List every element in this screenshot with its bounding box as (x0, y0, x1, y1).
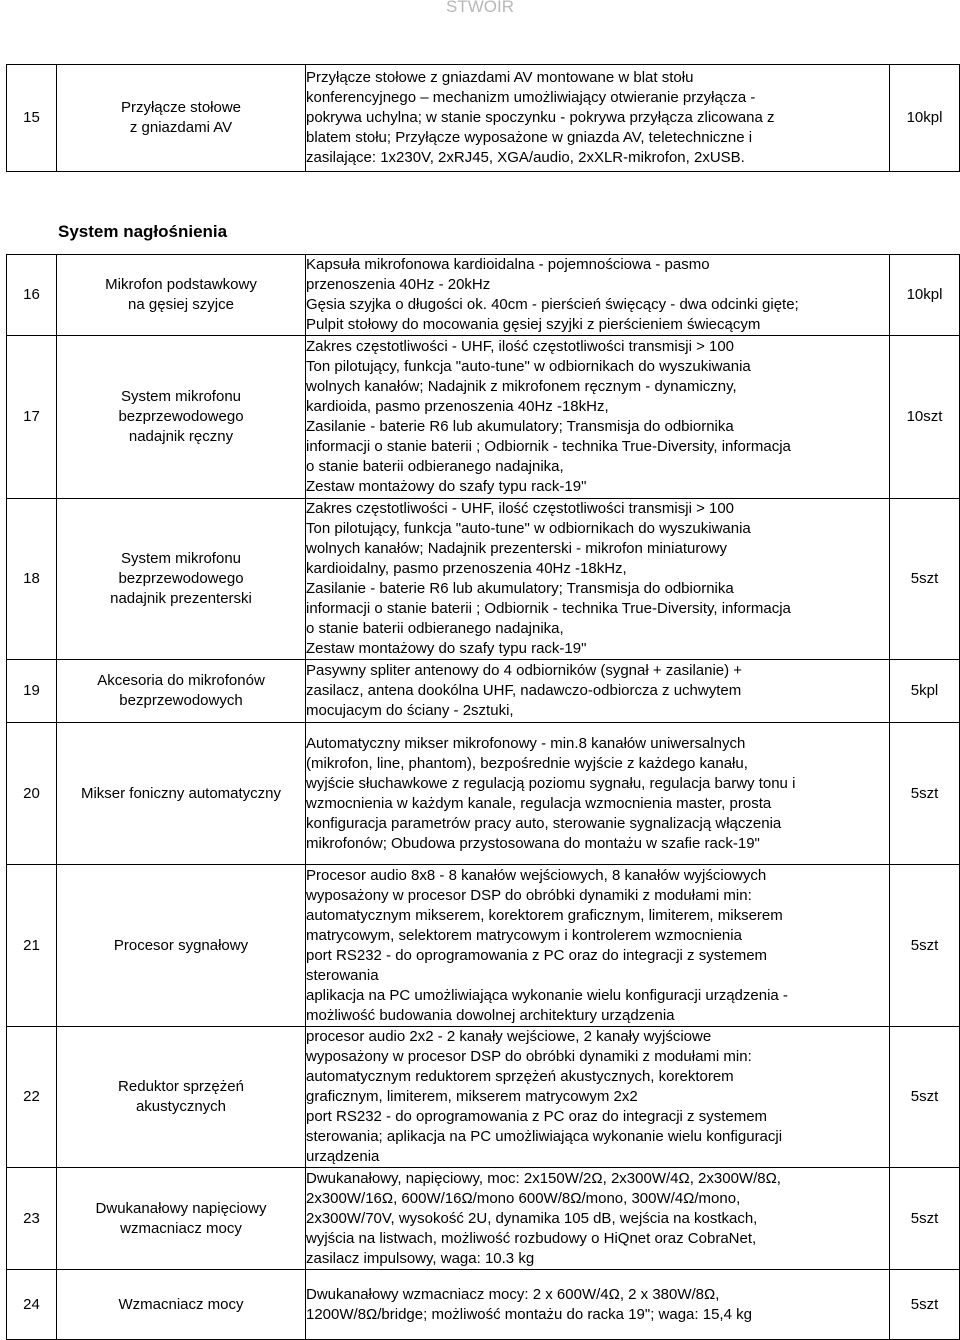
item-name-line: Przyłącze stołowe (120, 99, 242, 116)
spec-table-top (6, 64, 960, 172)
desc-line: (mikrofon, line, phantom), bezpośrednie wyjście z każdego kanału, (306, 754, 748, 772)
item-name (57, 723, 306, 865)
table-row (7, 336, 960, 499)
desc-line: Zasilanie - baterie R6 lub akumulatory; Transmisja do odbiornika (306, 418, 734, 435)
desc-line: 1200W/8Ω/bridge; możliwość montażu do racka 19"; waga: 15,4 kg (306, 1305, 752, 1323)
desc-line: kardioida, pasmo przenoszenia 40Hz -18kHz, (306, 398, 609, 415)
desc-line: wzmocnienia w każdym kanale, regulacja wzmocnienia master, prosta (306, 794, 772, 812)
desc-line: automatycznym mikserem, korektorem graficznym, limiterem, mikserem (306, 906, 783, 924)
section-title: System nagłośnienia (58, 222, 228, 241)
item-number: 22 (7, 1027, 57, 1168)
item-quantity: 10kpl (890, 255, 960, 336)
item-name-line: Reduktor sprzężeń (118, 1078, 244, 1095)
desc-line: możliwość budowania dowolnej architektury urządzenia (306, 1006, 675, 1024)
desc-line: Pulpit stołowy do mocowania gęsiej szyjki z pierścieniem świecącym (306, 316, 761, 333)
desc-line: Automatyczny mikser mikrofonowy - min.8 kanałów uniwersalnych (306, 734, 746, 752)
item-name (57, 1168, 306, 1270)
desc-line: o stanie baterii odbieranego nadajnika, (306, 620, 564, 637)
item-number: 16 (7, 255, 57, 336)
item-description (306, 660, 890, 723)
desc-line: wyjście słuchawkowe z regulacją poziomu sygnału, regulacja barwy tonu i (306, 774, 796, 792)
desc-line: informacji o stanie baterii ; Odbiornik - technika True-Diversity, informacja (306, 438, 791, 455)
item-quantity: 5szt (890, 499, 960, 660)
desc-line: informacji o stanie baterii ; Odbiornik - technika True-Diversity, informacja (306, 600, 791, 617)
desc-line: Przyłącze stołowe z gniazdami AV montowane w blat stołu (306, 69, 694, 86)
desc-line: mocujacym do ściany - 2sztuki, (306, 702, 514, 719)
desc-line: Gęsia szyjka o długości ok. 40cm - pierścień święcący - dwa odcinki gięte; (306, 296, 799, 313)
item-name-line: Mikrofon podstawkowy (105, 276, 257, 293)
item-name-line: na gęsiej szyjce (128, 296, 234, 313)
desc-line: Ton pilotujący, funkcja "auto-tune" w odbiornikach do wyszukiwania (306, 358, 751, 375)
desc-line: 2x300W/16Ω, 600W/16Ω/mono 600W/8Ω/mono, 300W/4Ω/mono, (306, 1189, 741, 1207)
desc-line: zasilające: 1x230V, 2xRJ45, XGA/audio, 2xXLR-mikrofon, 2xUSB. (306, 149, 745, 166)
item-name (57, 336, 306, 499)
page-header-watermark: STWOIR (446, 0, 514, 16)
table-row (7, 865, 960, 1027)
item-name (57, 499, 306, 660)
desc-line: sterowania; aplikacja na PC umożliwiająca wykonanie wielu konfiguracji (306, 1128, 783, 1145)
item-quantity: 10kpl (890, 65, 960, 172)
item-name-line: Mikser foniczny automatyczny (80, 784, 282, 802)
desc-line: Kapsuła mikrofonowa kardioidalna - pojemnościowa - pasmo (306, 256, 710, 273)
item-quantity: 5szt (890, 1270, 960, 1340)
item-description (306, 255, 890, 336)
item-number: 19 (7, 660, 57, 723)
item-description (306, 1027, 890, 1168)
desc-line: aplikacja na PC umożliwiająca wykonanie wielu konfiguracji urządzenia - (306, 986, 788, 1004)
item-number: 15 (7, 65, 57, 172)
item-number: 24 (7, 1270, 57, 1340)
item-description (306, 1270, 890, 1340)
item-description (306, 499, 890, 660)
desc-line: Pasywny spliter antenowy do 4 odbiorników (sygnał + zasilanie) + (306, 662, 743, 679)
desc-line: Zakres częstotliwości - UHF, ilość częstotliwości transmisji > 100 (306, 500, 735, 517)
desc-line: przenoszenia 40Hz - 20kHz (306, 276, 491, 293)
item-name-line: nadajnik prezenterski (110, 590, 252, 607)
desc-line: konferencyjnego – mechanizm umożliwiający otwieranie przyłącza - (306, 89, 756, 106)
desc-line: Zasilanie - baterie R6 lub akumulatory; Transmisja do odbiornika (306, 580, 734, 597)
item-number: 21 (7, 865, 57, 1027)
item-description (306, 1168, 890, 1270)
item-number: 17 (7, 336, 57, 499)
item-quantity: 5kpl (890, 660, 960, 723)
item-description (306, 723, 890, 865)
desc-line: kardioidalny, pasmo przenoszenia 40Hz -18kHz, (306, 560, 627, 577)
item-quantity: 5szt (890, 1027, 960, 1168)
desc-line: Zakres częstotliwości - UHF, ilość częstotliwości transmisji > 100 (306, 338, 735, 355)
desc-line: blatem stołu; Przyłącze wyposażone w gniazda AV, teletechniczne i (306, 129, 753, 146)
item-name-line: System mikrofonu (120, 388, 242, 405)
item-quantity: 5szt (890, 865, 960, 1027)
desc-line: urządzenia (306, 1148, 380, 1165)
table-row (7, 1168, 960, 1270)
desc-line: automatycznym reduktorem sprzężeń akustycznych, korektorem (306, 1068, 734, 1085)
desc-line: port RS232 - do oprogramowania z PC oraz do integracji z systemem (306, 1108, 768, 1125)
item-name-line: nadajnik ręczny (128, 428, 234, 445)
item-name-line: bezprzewodowych (119, 692, 243, 709)
item-name-line: Procesor sygnałowy (113, 936, 249, 954)
desc-line: Zestaw montażowy do szafy typu rack-19" (306, 640, 587, 657)
item-description (306, 336, 890, 499)
desc-line: 2x300W/70V, wysokość 2U, dynamika 105 dB, wejścia na kostkach, (306, 1209, 758, 1227)
table-row (7, 65, 960, 172)
item-name-line: wzmacniacz mocy (120, 1219, 242, 1237)
table-row (7, 1270, 960, 1340)
desc-line: o stanie baterii odbieranego nadajnika, (306, 458, 564, 475)
item-number: 23 (7, 1168, 57, 1270)
desc-line: procesor audio 2x2 - 2 kanały wejściowe, 2 kanały wyjściowe (306, 1028, 712, 1045)
item-number: 20 (7, 723, 57, 865)
desc-line: port RS232 - do oprogramowania z PC oraz do integracji z systemem (306, 946, 768, 964)
item-description (306, 65, 890, 172)
item-name (57, 1270, 306, 1340)
desc-line: wyposażony w procesor DSP do obróbki dynamiki z modułami min: (306, 1048, 752, 1065)
table-row (7, 1027, 960, 1168)
desc-line: Ton pilotujący, funkcja "auto-tune" w odbiornikach do wyszukiwania (306, 520, 751, 537)
item-name (57, 660, 306, 723)
item-name-line: bezprzewodowego (118, 570, 244, 587)
item-name-line: Wzmacniacz mocy (118, 1295, 244, 1313)
desc-line: Procesor audio 8x8 - 8 kanałów wejściowych, 8 kanałów wyjściowych (306, 866, 767, 884)
item-quantity: 10szt (890, 336, 960, 499)
table-row (7, 660, 960, 723)
desc-line: sterowania (306, 966, 379, 984)
item-name-line: akustycznych (135, 1098, 227, 1115)
item-name (57, 255, 306, 336)
desc-line: matrycowym, selektorem matrycowym i kontrolerem wzmocnienia (306, 926, 742, 944)
item-quantity: 5szt (890, 723, 960, 865)
desc-line: zasilacz impulsowy, waga: 10.3 kg (306, 1249, 535, 1267)
item-name (57, 865, 306, 1027)
desc-line: konfiguracja parametrów pracy auto, sterowanie sygnalizacją włączenia (306, 814, 782, 832)
desc-line: Dwukanałowy, napięciowy, moc: 2x150W/2Ω, 2x300W/4Ω, 2x300W/8Ω, (306, 1169, 781, 1187)
item-number: 18 (7, 499, 57, 660)
desc-line: wolnych kanałów; Nadajnik z mikrofonem ręcznym - dynamiczny, (306, 378, 737, 395)
desc-line: wyposażony w procesor DSP do obróbki dynamiki z modułami min: (306, 886, 752, 904)
desc-line: wolnych kanałów; Nadajnik prezenterski - mikrofon miniaturowy (306, 540, 728, 557)
desc-line: graficznym, limiterem, mikserem matrycowym 2x2 (306, 1088, 638, 1105)
item-name-line: Akcesoria do mikrofonów (97, 672, 265, 689)
item-name-line: Dwukanałowy napięciowy (95, 1199, 267, 1217)
item-name-line: bezprzewodowego (118, 408, 244, 425)
desc-line: pokrywa uchylna; w stanie spoczynku - pokrywa przyłącza zlicowana z (306, 109, 775, 126)
table-row (7, 499, 960, 660)
item-name (57, 1027, 306, 1168)
table-row (7, 723, 960, 865)
desc-line: mikrofonów; Obudowa przystosowana do montażu w szafie rack-19" (306, 834, 760, 852)
table-row (7, 255, 960, 336)
item-description (306, 865, 890, 1027)
spec-table-main (6, 254, 960, 1340)
desc-line: wyjścia na listwach, możliwość rozbudowy o HiQnet oraz CobraNet, (306, 1229, 757, 1247)
desc-line: Zestaw montażowy do szafy typu rack-19" (306, 478, 587, 495)
item-quantity: 5szt (890, 1168, 960, 1270)
item-name (57, 65, 306, 172)
desc-line: Dwukanałowy wzmacniacz mocy: 2 x 600W/4Ω, 2 x 380W/8Ω, (306, 1285, 720, 1303)
spec-table-body (7, 255, 960, 1340)
desc-line: zasilacz, antena dookólna UHF, nadawczo-odbiorcza z uchwytem (306, 682, 742, 699)
item-name-line: z gniazdami AV (129, 119, 233, 136)
item-name-line: System mikrofonu (120, 550, 242, 567)
